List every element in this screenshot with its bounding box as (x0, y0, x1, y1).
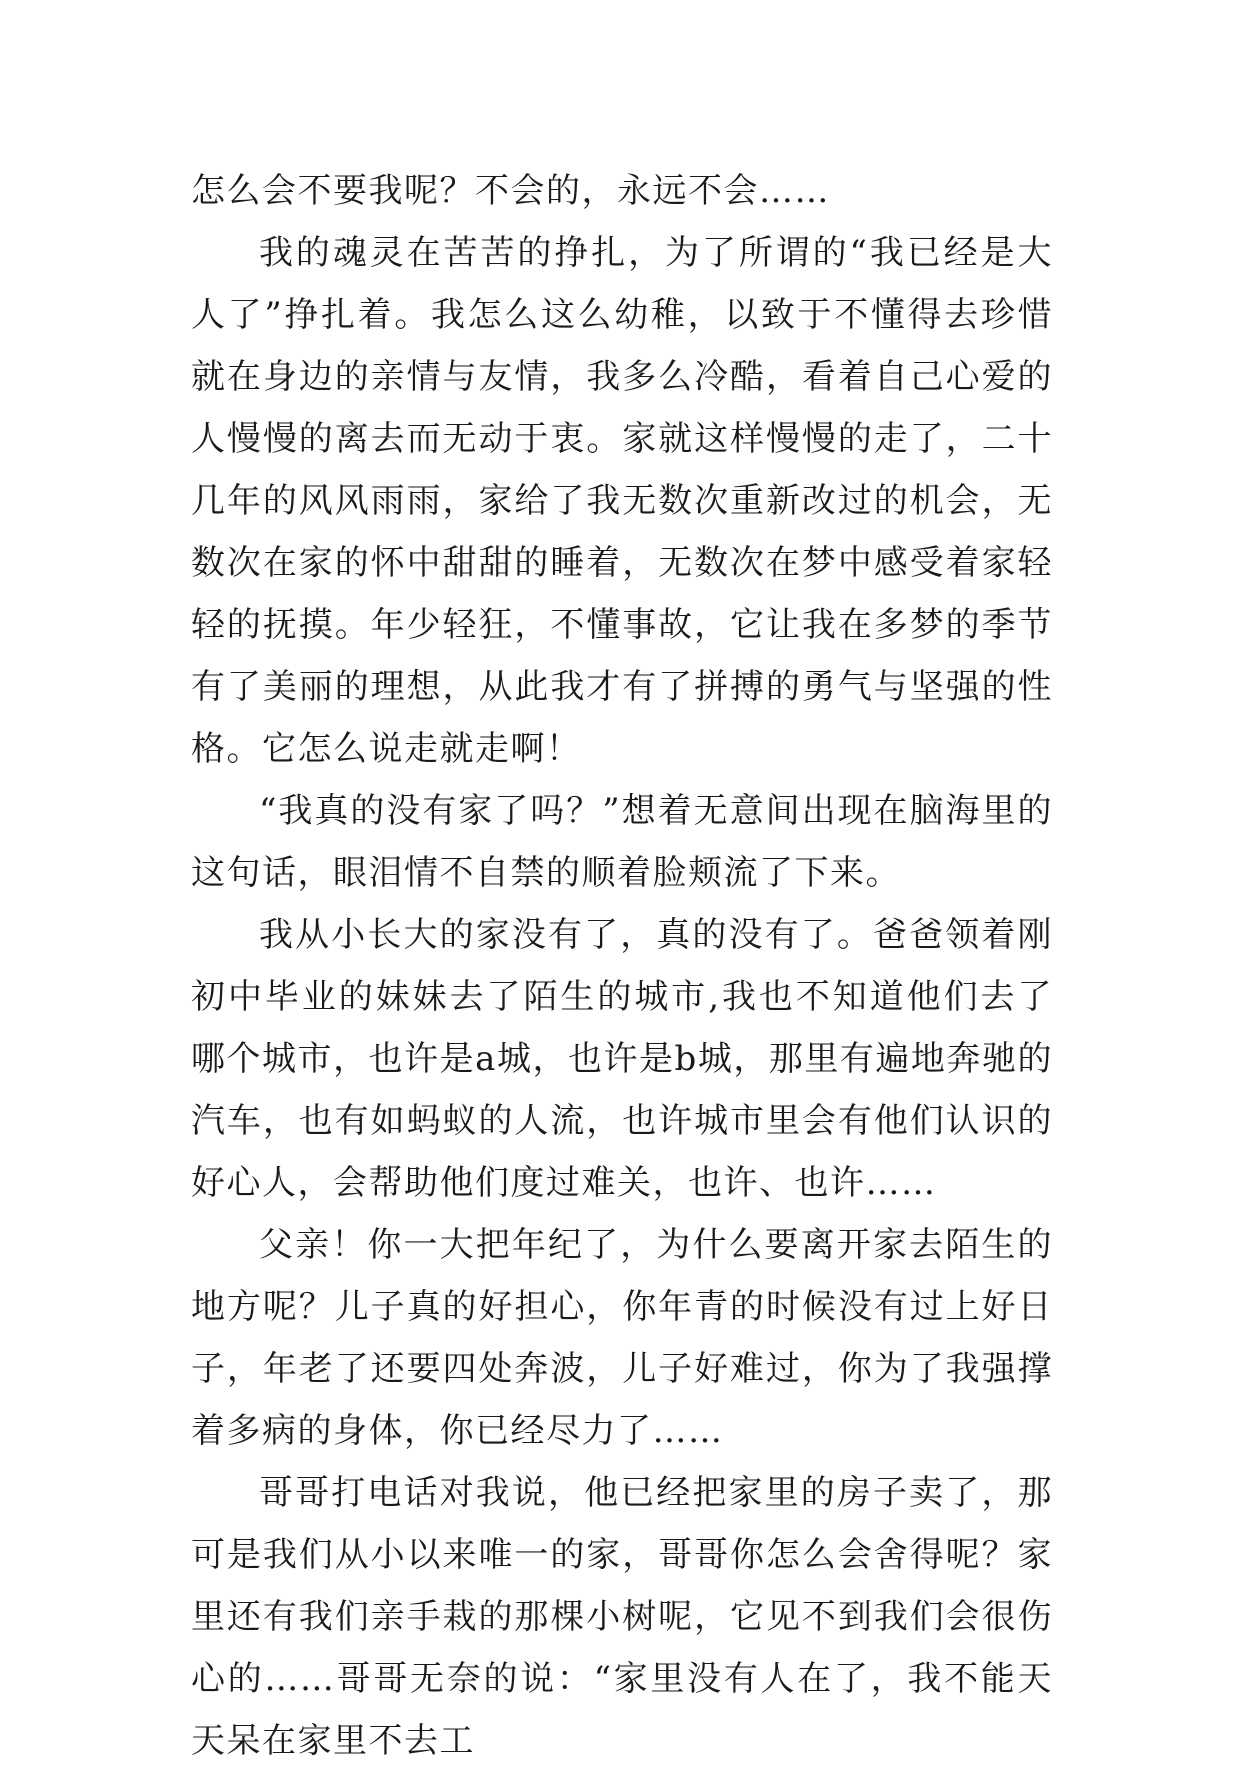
paragraph-home-gone: 我从小长大的家没有了，真的没有了。爸爸领着刚初中毕业的妹妹去了陌生的城市,我也不知道他们去了哪个城市，也许是a城，也许是b城，那里有遍地奔驰的汽车，也有如蚂蚁的人流，也许城市里会有他们认识的好心人，会帮助他们度过难关，也许、也许…… (191, 915, 1053, 1203)
paragraph-brother-call: 哥哥打电话对我说，他已经把家里的房子卖了，那可是我们从小以来唯一的家，哥哥你怎么会舍得呢？家里还有我们亲手栽的那棵小树呢，它见不到我们会很伤心的……哥哥无奈的说：“家里没有人在了，我不能天天呆在家里不去工 (191, 1473, 1053, 1761)
paragraph-no-home-question: “我真的没有家了吗？”想着无意间出现在脑海里的这句话，眼泪情不自禁的顺着脸颊流了下来。 (191, 791, 1053, 893)
paragraph-continuation: 怎么会不要我呢？不会的，永远不会…… (191, 171, 830, 211)
paragraph-soul-struggle: 我的魂灵在苦苦的挣扎，为了所谓的“我已经是大人了”挣扎着。我怎么这么幼稚，以致于不懂得去珍惜就在身边的亲情与友情，我多么冷酷，看着自己心爱的人慢慢的离去而无动于衷。家就这样慢慢的走了，二十几年的风风雨雨，家给了我无数次重新改过的机会，无数次在家的怀中甜甜的睡着，无数次在梦中感受着家轻轻的抚摸。年少轻狂，不懂事故，它让我在多梦的季节有了美丽的理想，从此我才有了拼搏的勇气与坚强的性格。它怎么说走就走啊！ (191, 233, 1053, 769)
paragraph-father: 父亲！你一大把年纪了，为什么要离开家去陌生的地方呢？儿子真的好担心，你年青的时候没有过上好日子，年老了还要四处奔波，儿子好难过，你为了我强撑着多病的身体，你已经尽力了…… (191, 1225, 1053, 1451)
document-body (191, 160, 1053, 1772)
